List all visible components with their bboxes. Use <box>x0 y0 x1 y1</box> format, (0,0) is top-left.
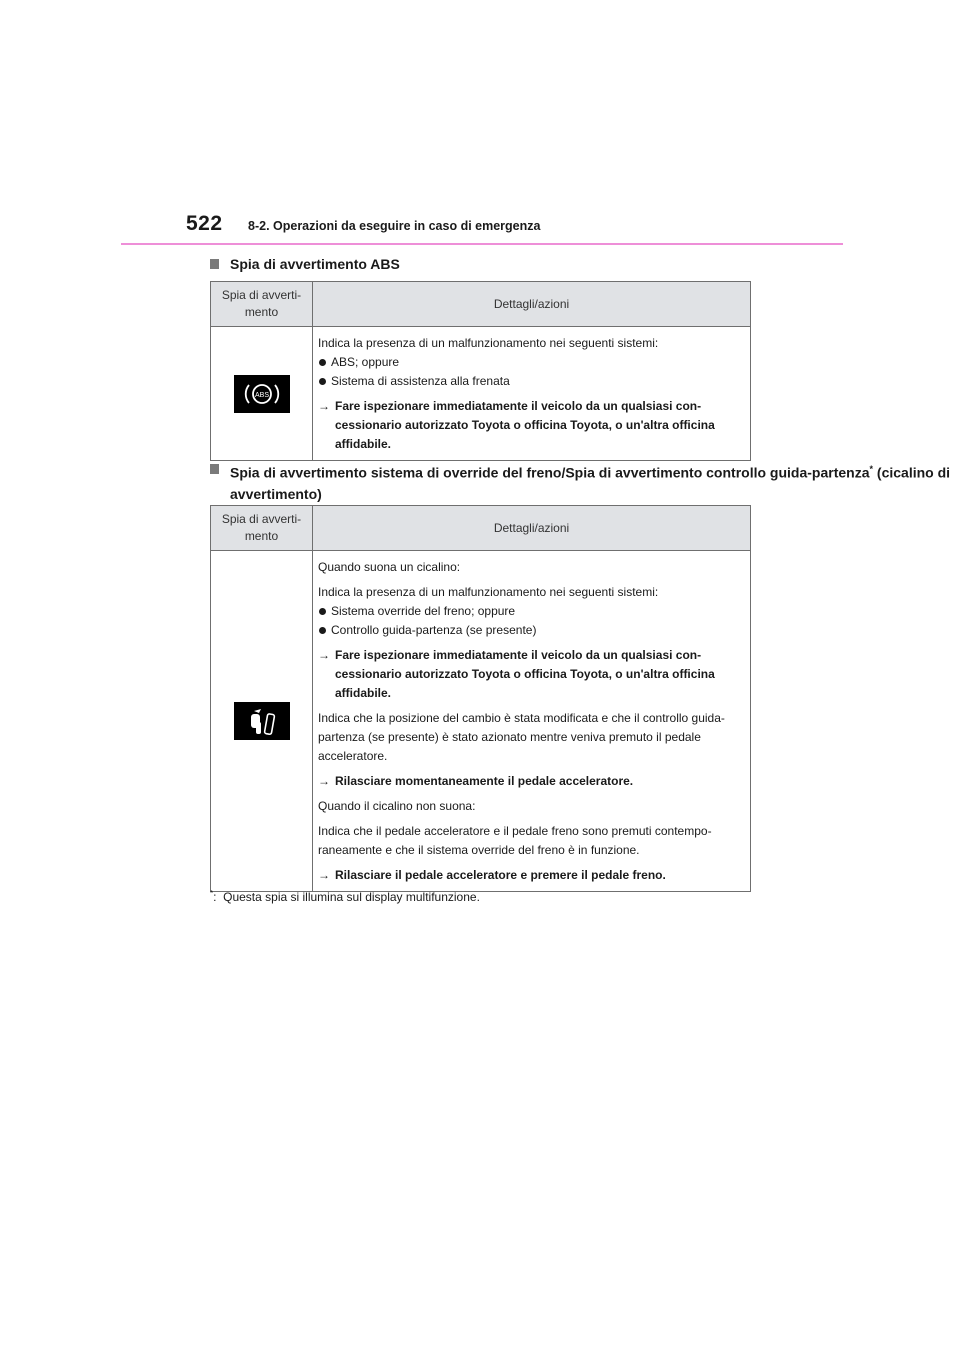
abs-bullet-2: Sistema di assistenza alla frenata <box>318 372 744 391</box>
override-heading-part1: Spia di avvertimento sistema di override del freno/Spia di avvertimento controllo guida-partenza <box>230 464 870 481</box>
abs-warning-icon <box>234 375 290 413</box>
abs-icon-cell <box>211 327 313 461</box>
page-number: 522 <box>186 212 223 235</box>
override-bullet-1: Sistema override del freno; oppure <box>318 602 744 621</box>
header-divider <box>121 243 843 245</box>
override-action-1-text: Fare ispezionare immediatamente il veicolo da un qualsiasi con-cessionario autorizzato Toyota o officina Toyota, o un'altra officina affidabile. <box>335 648 715 700</box>
abs-action-text: Fare ispezionare immediatamente il veicolo da un qualsiasi con-cessionario autorizzato Toyota o officina Toyota, o un'altra officina affidabile. <box>335 399 715 451</box>
brake-override-pedal-icon <box>234 702 290 740</box>
abs-warning-table <box>210 281 751 461</box>
footnote-text: : Questa spia si illumina sul display multifunzione. <box>213 890 480 904</box>
override-action-1 <box>318 646 744 703</box>
override-action-3 <box>318 866 744 885</box>
override-heading-sup: * <box>869 464 874 474</box>
override-p3: Indica che la posizione del cambio è stata modificata e che il controllo guida-partenza (se presente) è stato azionato mentre veniva premuto il pedale acceleratore. <box>318 711 725 763</box>
abs-bullet-1: ABS; oppure <box>318 353 744 372</box>
abs-details-cell <box>313 327 751 461</box>
arrow-icon: → <box>318 868 330 882</box>
arrow-icon: → <box>318 774 330 788</box>
override-p2: Indica la presenza di un malfunzionamento nei seguenti sistemi: <box>318 585 659 599</box>
col-header-light-text: Spia di avverti- mento <box>221 512 302 543</box>
override-action-2-text: Rilasciare momentaneamente il pedale acceleratore. <box>335 774 634 788</box>
abs-intro: Indica la presenza di un malfunzionamento nei seguenti sistemi: <box>318 336 659 350</box>
override-p4: Quando il cicalino non suona: <box>318 799 476 813</box>
col-header-light <box>211 506 313 551</box>
override-bullet-2: Controllo guida-partenza (se presente) <box>318 621 744 640</box>
abs-icon-text: ABS <box>254 391 269 399</box>
col-header-details: Dettagli/azioni <box>313 282 751 327</box>
override-section-heading <box>210 459 960 505</box>
arrow-icon: → <box>318 399 330 413</box>
override-action-3-text: Rilasciare il pedale acceleratore e premere il pedale freno. <box>335 868 666 882</box>
heading-square-icon <box>210 259 219 269</box>
abs-section-heading <box>210 254 400 275</box>
override-p1: Quando suona un cicalino: <box>318 560 461 574</box>
override-heading-part2: (cicalino di avvertimento) <box>230 464 951 502</box>
override-action-2 <box>318 772 744 791</box>
section-title: 8-2. Operazioni da eseguire in caso di emergenza <box>248 219 541 233</box>
col-header-light-text: Spia di avverti- mento <box>221 288 302 319</box>
heading-square-icon <box>210 464 219 474</box>
override-warning-table <box>210 505 751 892</box>
footnote <box>210 889 480 904</box>
abs-heading-text: Spia di avvertimento ABS <box>230 256 400 272</box>
footnote-marker: * <box>210 889 214 898</box>
override-heading-text <box>230 459 960 505</box>
override-icon-cell <box>211 551 313 892</box>
override-details-cell <box>313 551 751 892</box>
col-header-details: Dettagli/azioni <box>313 506 751 551</box>
col-header-light <box>211 282 313 327</box>
override-p5: Indica che il pedale acceleratore e il pedale freno sono premuti contempo-raneamente e che il sistema override del freno è in funzione. <box>318 824 712 857</box>
arrow-icon: → <box>318 648 330 662</box>
abs-action <box>318 397 744 454</box>
